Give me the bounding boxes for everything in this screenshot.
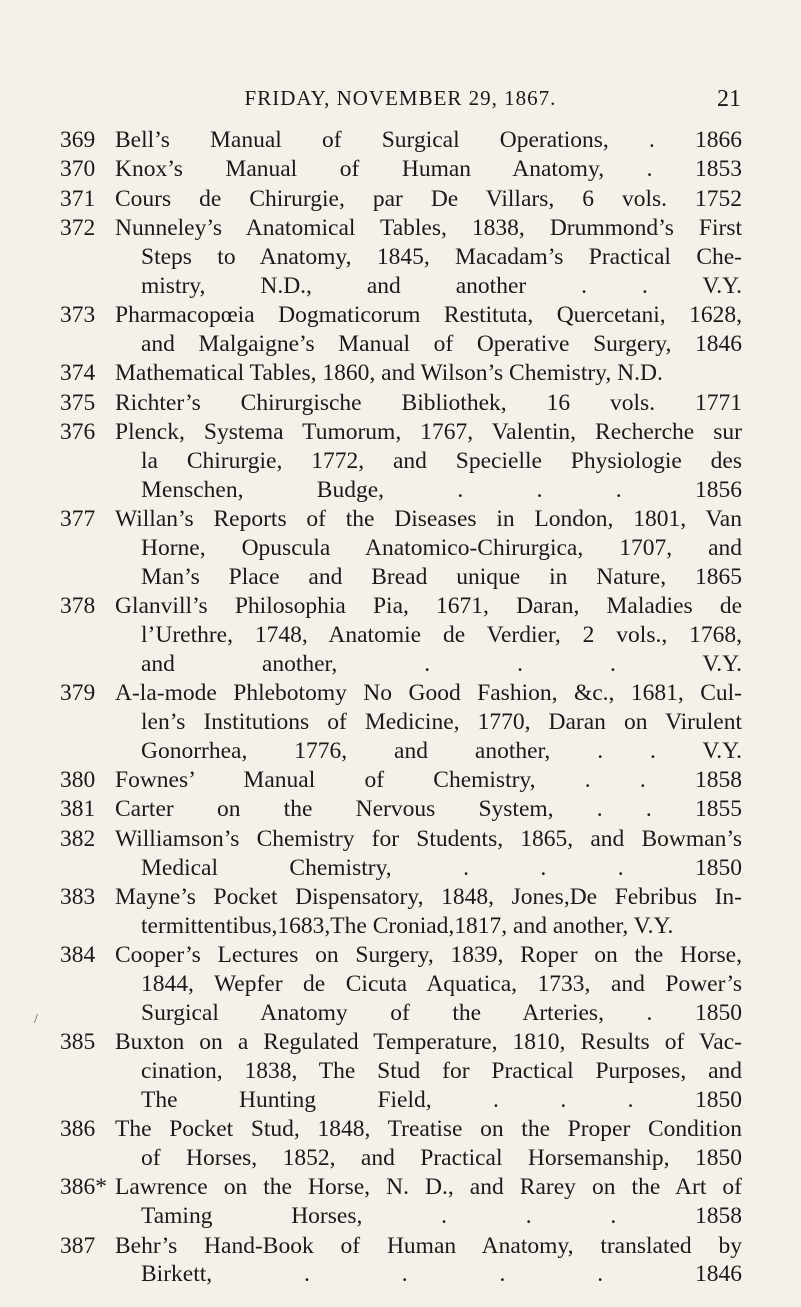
lot-number: 386* — [60, 1174, 107, 1201]
entry-line: Surgical Anatomy of the Arteries, . 1850 — [141, 999, 742, 1026]
entry-line: of Horses, 1852, and Practical Horsemanship, 1850 — [141, 1144, 742, 1171]
entry-line: Nunneley’s Anatomical Tables, 1838, Drummond’s First — [115, 215, 742, 242]
running-head: FRIDAY, NOVEMBER 29, 1867. — [244, 86, 557, 110]
entry-line: Man’s Place and Bread unique in Nature, 1865 — [141, 563, 742, 590]
catalogue-entry — [60, 679, 742, 765]
entry-line: Pharmacopœia Dogmaticorum Restituta, Quercetani, 1628, — [115, 302, 742, 329]
entry-line: Mathematical Tables, 1860, and Wilson’s Chemistry, N.D. — [115, 360, 663, 387]
margin-mark: / — [34, 1012, 38, 1027]
entry-line: Steps to Anatomy, 1845, Macadam’s Practical Che- — [141, 243, 742, 270]
lot-number: 379 — [60, 680, 96, 707]
catalogue-entry — [60, 941, 742, 1027]
entry-line: Menschen, Budge, . . . 1856 — [141, 476, 742, 503]
entry-line: 1844, Wepfer de Cicuta Aquatica, 1733, and Power’s — [141, 971, 742, 998]
entry-line: Cooper’s Lectures on Surgery, 1839, Roper on the Horse, — [115, 942, 742, 969]
lot-number: 380 — [60, 767, 96, 794]
lot-number: 373 — [60, 302, 96, 329]
entry-line: Williamson’s Chemistry for Students, 1865, and Bowman’s — [115, 825, 742, 852]
lot-number: 385 — [60, 1029, 96, 1056]
entry-line: Birkett, . . . . 1846 — [141, 1261, 742, 1288]
catalogue-entry — [60, 795, 742, 824]
entry-line: Mayne’s Pocket Dispensatory, 1848, Jones,De Febribus In- — [115, 884, 742, 911]
entry-line: and Malgaigne’s Manual of Operative Surgery, 1846 — [141, 330, 742, 357]
lot-number: 371 — [60, 185, 96, 212]
entry-line: Buxton on a Regulated Temperature, 1810, Results of Vac- — [115, 1029, 742, 1056]
catalogue-entry — [60, 883, 742, 941]
catalogue-entry — [60, 418, 742, 504]
catalogue-entry — [60, 505, 742, 591]
lot-number: 376 — [60, 419, 96, 446]
catalogue-entry — [60, 185, 742, 214]
entry-line: Bell’s Manual of Surgical Operations, . 1866 — [115, 127, 742, 153]
entry-line: Behr’s Hand-Book of Human Anatomy, translated by — [115, 1232, 742, 1259]
catalogue-entry — [60, 155, 742, 184]
entry-line: Cours de Chirurgie, par De Villars, 6 vols. 1752 — [115, 185, 742, 212]
lot-number: 372 — [60, 215, 96, 242]
catalogue-entry — [60, 214, 742, 300]
entry-line: l’Urethre, 1748, Anatomie de Verdier, 2 vols., 1768, — [141, 621, 742, 648]
lot-number: 386 — [60, 1116, 96, 1143]
catalogue-entry — [60, 1028, 742, 1114]
entry-line: mistry, N.D., and another . . V.Y. — [141, 272, 742, 299]
catalogue-entry — [60, 359, 742, 388]
catalogue-entries — [60, 126, 742, 1290]
lot-number: 387 — [60, 1232, 96, 1259]
entry-line: len’s Institutions of Medicine, 1770, Daran on Virulent — [141, 708, 742, 735]
lot-number: 378 — [60, 593, 96, 620]
entry-line: la Chirurgie, 1772, and Specielle Physiologie des — [141, 447, 742, 474]
page-header — [60, 86, 741, 116]
lot-number: 384 — [60, 942, 96, 969]
entry-line: Plenck, Systema Tumorum, 1767, Valentin, Recherche sur — [115, 419, 742, 446]
entry-line: The Hunting Field, . . . 1850 — [141, 1086, 742, 1113]
catalogue-entry — [60, 766, 742, 795]
entry-line: termittentibus,1683,The Croniad,1817, and another, V.Y. — [141, 912, 674, 939]
page-number: 21 — [717, 86, 741, 112]
catalogue-entry — [60, 389, 742, 418]
lot-number: 375 — [60, 389, 96, 416]
lot-number: 381 — [60, 796, 96, 823]
lot-number: 383 — [60, 884, 96, 911]
lot-number: 369 — [60, 127, 96, 153]
entry-line: Carter on the Nervous System, . . 1855 — [115, 796, 742, 823]
entry-line: cination, 1838, The Stud for Practical Purposes, and — [141, 1058, 742, 1084]
catalogue-entry — [60, 301, 742, 359]
lot-number: 374 — [60, 360, 96, 387]
entry-line: Taming Horses, . . . 1858 — [141, 1203, 742, 1230]
lot-number: 382 — [60, 825, 96, 852]
entry-line: and another, . . . V.Y. — [141, 650, 742, 677]
catalogue-entry — [60, 1173, 742, 1231]
entry-line: Horne, Opuscula Anatomico-Chirurgica, 1707, and — [141, 534, 742, 561]
entry-line: Lawrence on the Horse, N. D., and Rarey on the Art of — [115, 1174, 742, 1201]
catalogue-entry — [60, 825, 742, 883]
entry-line: A-la-mode Phlebotomy No Good Fashion, &c., 1681, Cul- — [115, 680, 742, 707]
lot-number: 370 — [60, 156, 96, 183]
entry-line: Richter’s Chirurgische Bibliothek, 16 vols. 1771 — [115, 389, 742, 416]
entry-line: Glanvill’s Philosophia Pia, 1671, Daran, Maladies de — [115, 593, 742, 620]
entry-line: Willan’s Reports of the Diseases in London, 1801, Van — [115, 506, 742, 533]
entry-line: Gonorrhea, 1776, and another, . . V.Y. — [141, 737, 742, 764]
entry-line: The Pocket Stud, 1848, Treatise on the Proper Condition — [115, 1116, 742, 1143]
catalogue-entry — [60, 1232, 742, 1290]
entry-line: Medical Chemistry, . . . 1850 — [141, 854, 742, 881]
entry-line: Knox’s Manual of Human Anatomy, . 1853 — [115, 156, 742, 183]
lot-number: 377 — [60, 506, 96, 533]
catalogue-entry — [60, 1115, 742, 1173]
catalogue-entry — [60, 126, 742, 155]
catalogue-entry — [60, 592, 742, 678]
entry-line: Fownes’ Manual of Chemistry, . . 1858 — [115, 767, 742, 794]
